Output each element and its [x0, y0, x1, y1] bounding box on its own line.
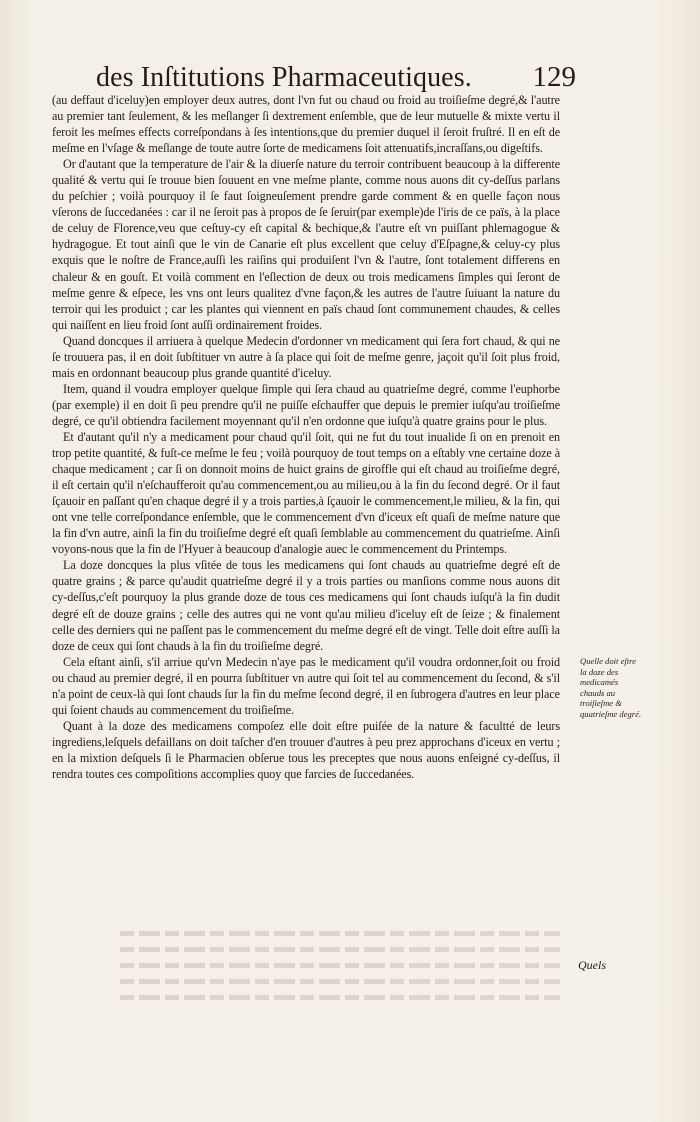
paragraph-8: Quant à la doze des medicamens compoſez elle doit eſtre puiſée de la nature & facultté de leurs ingrediens,leſquels defaillans on doit taſcher d'en trouuer d'autres à peu prez approchans d'iceux en vertu ; en la mixtion deſquels ſi le Pharmacien obſerue tous les preceptes que nous auons enſeigné cy-deſſus, il rendra toutes ces compoſitions accomplies quoy que farcies de ſuccedanées. — [52, 718, 560, 781]
paragraph-4: Item, quand il voudra employer quelque ſimple qui ſera chaud au quatrieſme degré, comme l'euphorbe (par exemple) il en doit ſi peu prendre qu'il ne puiſſe eſchauffer que depuis le premier iuſqu'au troiſieſme degré, ce qu'il obtiendra facilement moyennant qu'il n'en ordonne que iuſqu'à quatre grains pour le plus. — [52, 381, 560, 428]
running-head: des Inſtitutions Pharmaceutiques. — [96, 62, 472, 93]
page-header — [96, 48, 576, 92]
paragraph-5: Et d'autant qu'il n'y a medicament pour chaud qu'il ſoit, qui ne fut du tout inualide ſi on en prenoit en trop petite quantité, & fuſt-ce meſme le feu ; voilà pourquoy de tout temps on a eſtably vne certaine doze à chaque medicament ; car ſi on donnoit moins de huict grains de giroffle qui eſt chaud au troiſieſme degré, il eſt certain qu'il n'eſchaufferoit qu'au commencement,ou au milieu,ou à la fin du ſecond degré. Or il faut ſçauoir en paſſant qu'en chaque degré il y a trois parties,à ſçauoir le commencement,le milieu, & la fin, qui ont vne telle correſpondance enſemble, que le commencement d'vn d'iceux eſt quaſi de meſme nature que la fin d'vn autre, ainſi la fin du troiſieſme degré eſt quaſi ſemblable au commencement du quatrieſme. Ainſi voyons-nous que la fin de l'Hyuer à beaucoup d'analogie auec le commencement du Printemps. — [52, 429, 560, 557]
marginal-note: Quelle doit eſtre la doze des medicamés chauds au troiſieſme & quatrieſme degré. — [580, 656, 642, 719]
paragraph-6: La doze doncques la plus vſitée de tous les medicamens qui ſont chauds au quatrieſme degré eſt de quatre grains ; & parce qu'audit quatrieſme degré il y a trois parties ou manſions comme nous auons dit cy-deſſus,c'eſt pourquoy la plus grande doze de tous ces medicamens qui ſont chauds iuſqu'à la fin dudit degré eſt de douze grains ; celle des autres qui ne vont qu'au milieu d'iceluy eſt de ſeize ; & finalement celle des derniers qui ne paſſent pas le commencement du meſme degré eſt de vingt. Telle doit eſtre auſſi la doze de ceux qui ſont chauds à la fin du troiſieſme degré. — [52, 558, 560, 653]
paragraph-2: Or d'autant que la temperature de l'air & la diuerſe nature du terroir contribuent beaucoup à la differente qualité & vertu qui ſe trouue bien ſouuent en vne meſme plante, comme nous auons dit cy-deſſus parlans du peſchier ; voilà pourquoy il ſe faut ſoigneuſement prendre garde comment & en quelle façon nous vſerons de ſuccedanées : car il ne ſeroit pas à propos de ſe ſeruir(par exemple)de l'iris de ce païs, à la place de celuy de Florence,veu que ceſtuy-cy eſt capital & bechique,& l'autre eſt vn puiſſant phlemagogue & hydragogue. Et tout ainſi que le vin de Canarie eſt plus excellent que celuy d'Eſpagne,& celuy-cy plus exquis que le noſtre de France,auſſi les raiſins qui produiſent l'vn & l'autre, ſont totalement differens en chaleur & en gouſt. Et voilà comment en l'eſlection de deux ou trois medicamens ſimples qui ſeront de meſme genre & eſpece, les vns ont leurs qualitez d'vne façon,& les autres de l'autre ſuiuant la nature du terroir qui les produict ; car les plantes qui viennent en païs chaud ſont communement chaudes, & celles qui naiſſent en lieu froid ſont auſſi ordinairement froides. — [52, 157, 560, 332]
show-through-texture — [120, 920, 560, 1010]
text-body — [52, 92, 560, 782]
paragraph-3: Quand doncques il arriuera à quelque Medecin d'ordonner vn medicament qui ſera fort chaud, & qui ne ſe trouuera pas, il en doit ſubſtituer vn autre à ſa place qui ſoit de meſme genre, jaçoit qu'il ſoit plus froid, mais en ordonnant beaucoup plus grande quantité d'iceluy. — [52, 333, 560, 380]
page-number: 129 — [532, 61, 576, 93]
paragraph-1: (au deffaut d'iceluy)en employer deux autres, dont l'vn fut ou chaud ou froid au troiſieſme degré,& l'autre au premier tant ſeulement, & les meſlanger ſi dextrement enſemble, que de leur mutuelle & mixte vertu il feroit les meſmes effects correſpondans à ſes intentions,que du premier duquel il ſeroit fruſtré. Il en eſt de meſme en l'vſage & meſlange de toute autre ſorte de medicamens ſoit attenuatifs,incraſſans,ou digeſtifs. — [52, 93, 560, 156]
paragraph-7: Cela eſtant ainſi, s'il arriue qu'vn Medecin n'aye pas le medicament qu'il voudra ordonner,ſoit ou froid ou chaud au premier degré, il en pourra ſubſtituer vn autre qui ſoit tel au commencement du ſecond, & s'il n'a point de ceux-là qui ſont chauds ſur la fin du meſme ſecond degré, il en ſubrogera d'autres en leur place qui ſoient chauds au commencement du troiſieſme. — [52, 654, 560, 717]
catchword: Quels — [578, 958, 606, 972]
